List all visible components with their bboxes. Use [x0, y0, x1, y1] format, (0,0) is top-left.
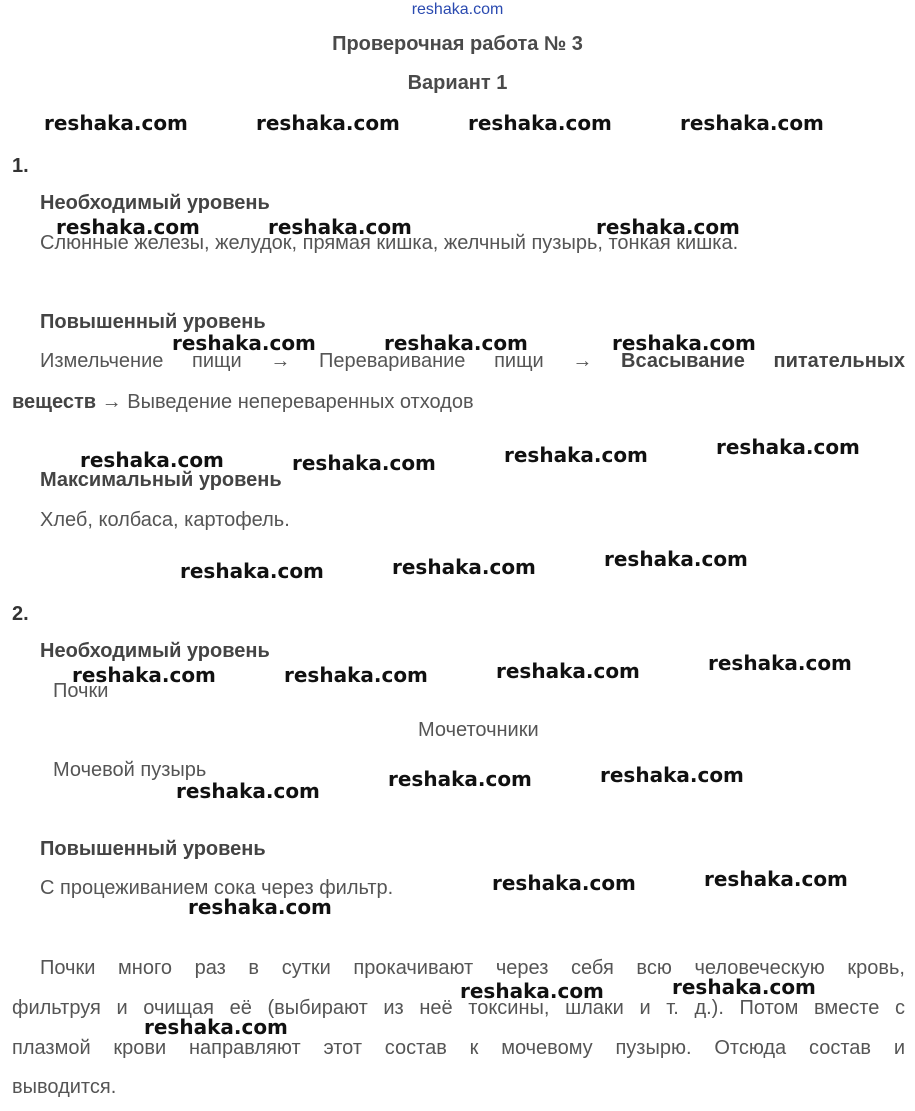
watermark: reshaka.com — [504, 443, 648, 467]
watermark: reshaka.com — [596, 215, 740, 239]
process-step-absorption: Всасывание питательных — [621, 350, 905, 372]
site-header-link[interactable]: reshaka.com — [411, 1, 504, 18]
task2-level-advanced-label: Повышенный уровень — [40, 838, 266, 860]
watermark: reshaka.com — [256, 111, 400, 135]
organ-ureters: Мочеточники — [418, 719, 539, 741]
watermark: reshaka.com — [468, 111, 612, 135]
process-step-excretion: → Выведение непереваренных отходов — [96, 391, 474, 413]
watermark: reshaka.com — [176, 779, 320, 803]
watermark: reshaka.com — [188, 895, 332, 919]
task1-level-max-label: Максимальный уровень — [40, 469, 282, 491]
watermark: reshaka.com — [704, 867, 848, 891]
watermark: reshaka.com — [56, 215, 200, 239]
task2-level-advanced-answer: С процеживанием сока через фильтр. — [40, 877, 394, 899]
watermark: reshaka.com — [672, 975, 816, 999]
watermark: reshaka.com — [172, 331, 316, 355]
task1-level-advanced-answer-line2 — [12, 391, 474, 414]
task1-level-max-answer: Хлеб, колбаса, картофель. — [40, 509, 290, 531]
watermark: reshaka.com — [72, 663, 216, 687]
task-number-1: 1. — [12, 155, 29, 177]
watermark: reshaka.com — [604, 547, 748, 571]
process-step-absorption-end: веществ — [12, 391, 97, 413]
watermark: reshaka.com — [460, 979, 604, 1003]
watermark: reshaka.com — [716, 435, 860, 459]
explanation-line-2: фильтруя и очищая её (выбирают из неё токсины, шлаки и т. д.). Потом вместе с — [12, 997, 905, 1019]
watermark: reshaka.com — [180, 559, 324, 583]
variant-title: Вариант 1 — [407, 72, 508, 94]
watermark: reshaka.com — [268, 215, 412, 239]
task-number-2: 2. — [12, 603, 29, 625]
watermark: reshaka.com — [600, 763, 744, 787]
watermark: reshaka.com — [392, 555, 536, 579]
explanation-line-3: плазмой крови направляют этот состав к мочевому пузырю. Отсюда состав и — [12, 1037, 905, 1059]
watermark: reshaka.com — [388, 767, 532, 791]
watermark: reshaka.com — [284, 663, 428, 687]
task1-level-advanced-label: Повышенный уровень — [40, 311, 266, 333]
organ-kidneys: Почки — [53, 680, 109, 702]
watermark: reshaka.com — [292, 451, 436, 475]
watermark: reshaka.com — [708, 651, 852, 675]
watermark: reshaka.com — [492, 871, 636, 895]
page-title: Проверочная работа № 3 — [332, 33, 583, 55]
process-steps-text: Измельчение пищи → Переваривание пищи → — [40, 350, 622, 372]
watermark: reshaka.com — [80, 448, 224, 472]
explanation-line-1: Почки много раз в сутки прокачивают через себя всю человеческую кровь, — [40, 957, 905, 979]
task2-level-required-label: Необходимый уровень — [40, 640, 270, 662]
task1-level-required-label: Необходимый уровень — [40, 192, 270, 214]
watermark: reshaka.com — [144, 1015, 288, 1039]
explanation-line-4: выводится. — [12, 1076, 117, 1098]
task1-level-required-answer: Слюнные железы, желудок, прямая кишка, желчный пузырь, тонкая кишка. — [40, 232, 739, 254]
watermark: reshaka.com — [44, 111, 188, 135]
watermark: reshaka.com — [496, 659, 640, 683]
watermark: reshaka.com — [384, 331, 528, 355]
watermark: reshaka.com — [680, 111, 824, 135]
organ-bladder: Мочевой пузырь — [53, 759, 207, 781]
watermark: reshaka.com — [612, 331, 756, 355]
